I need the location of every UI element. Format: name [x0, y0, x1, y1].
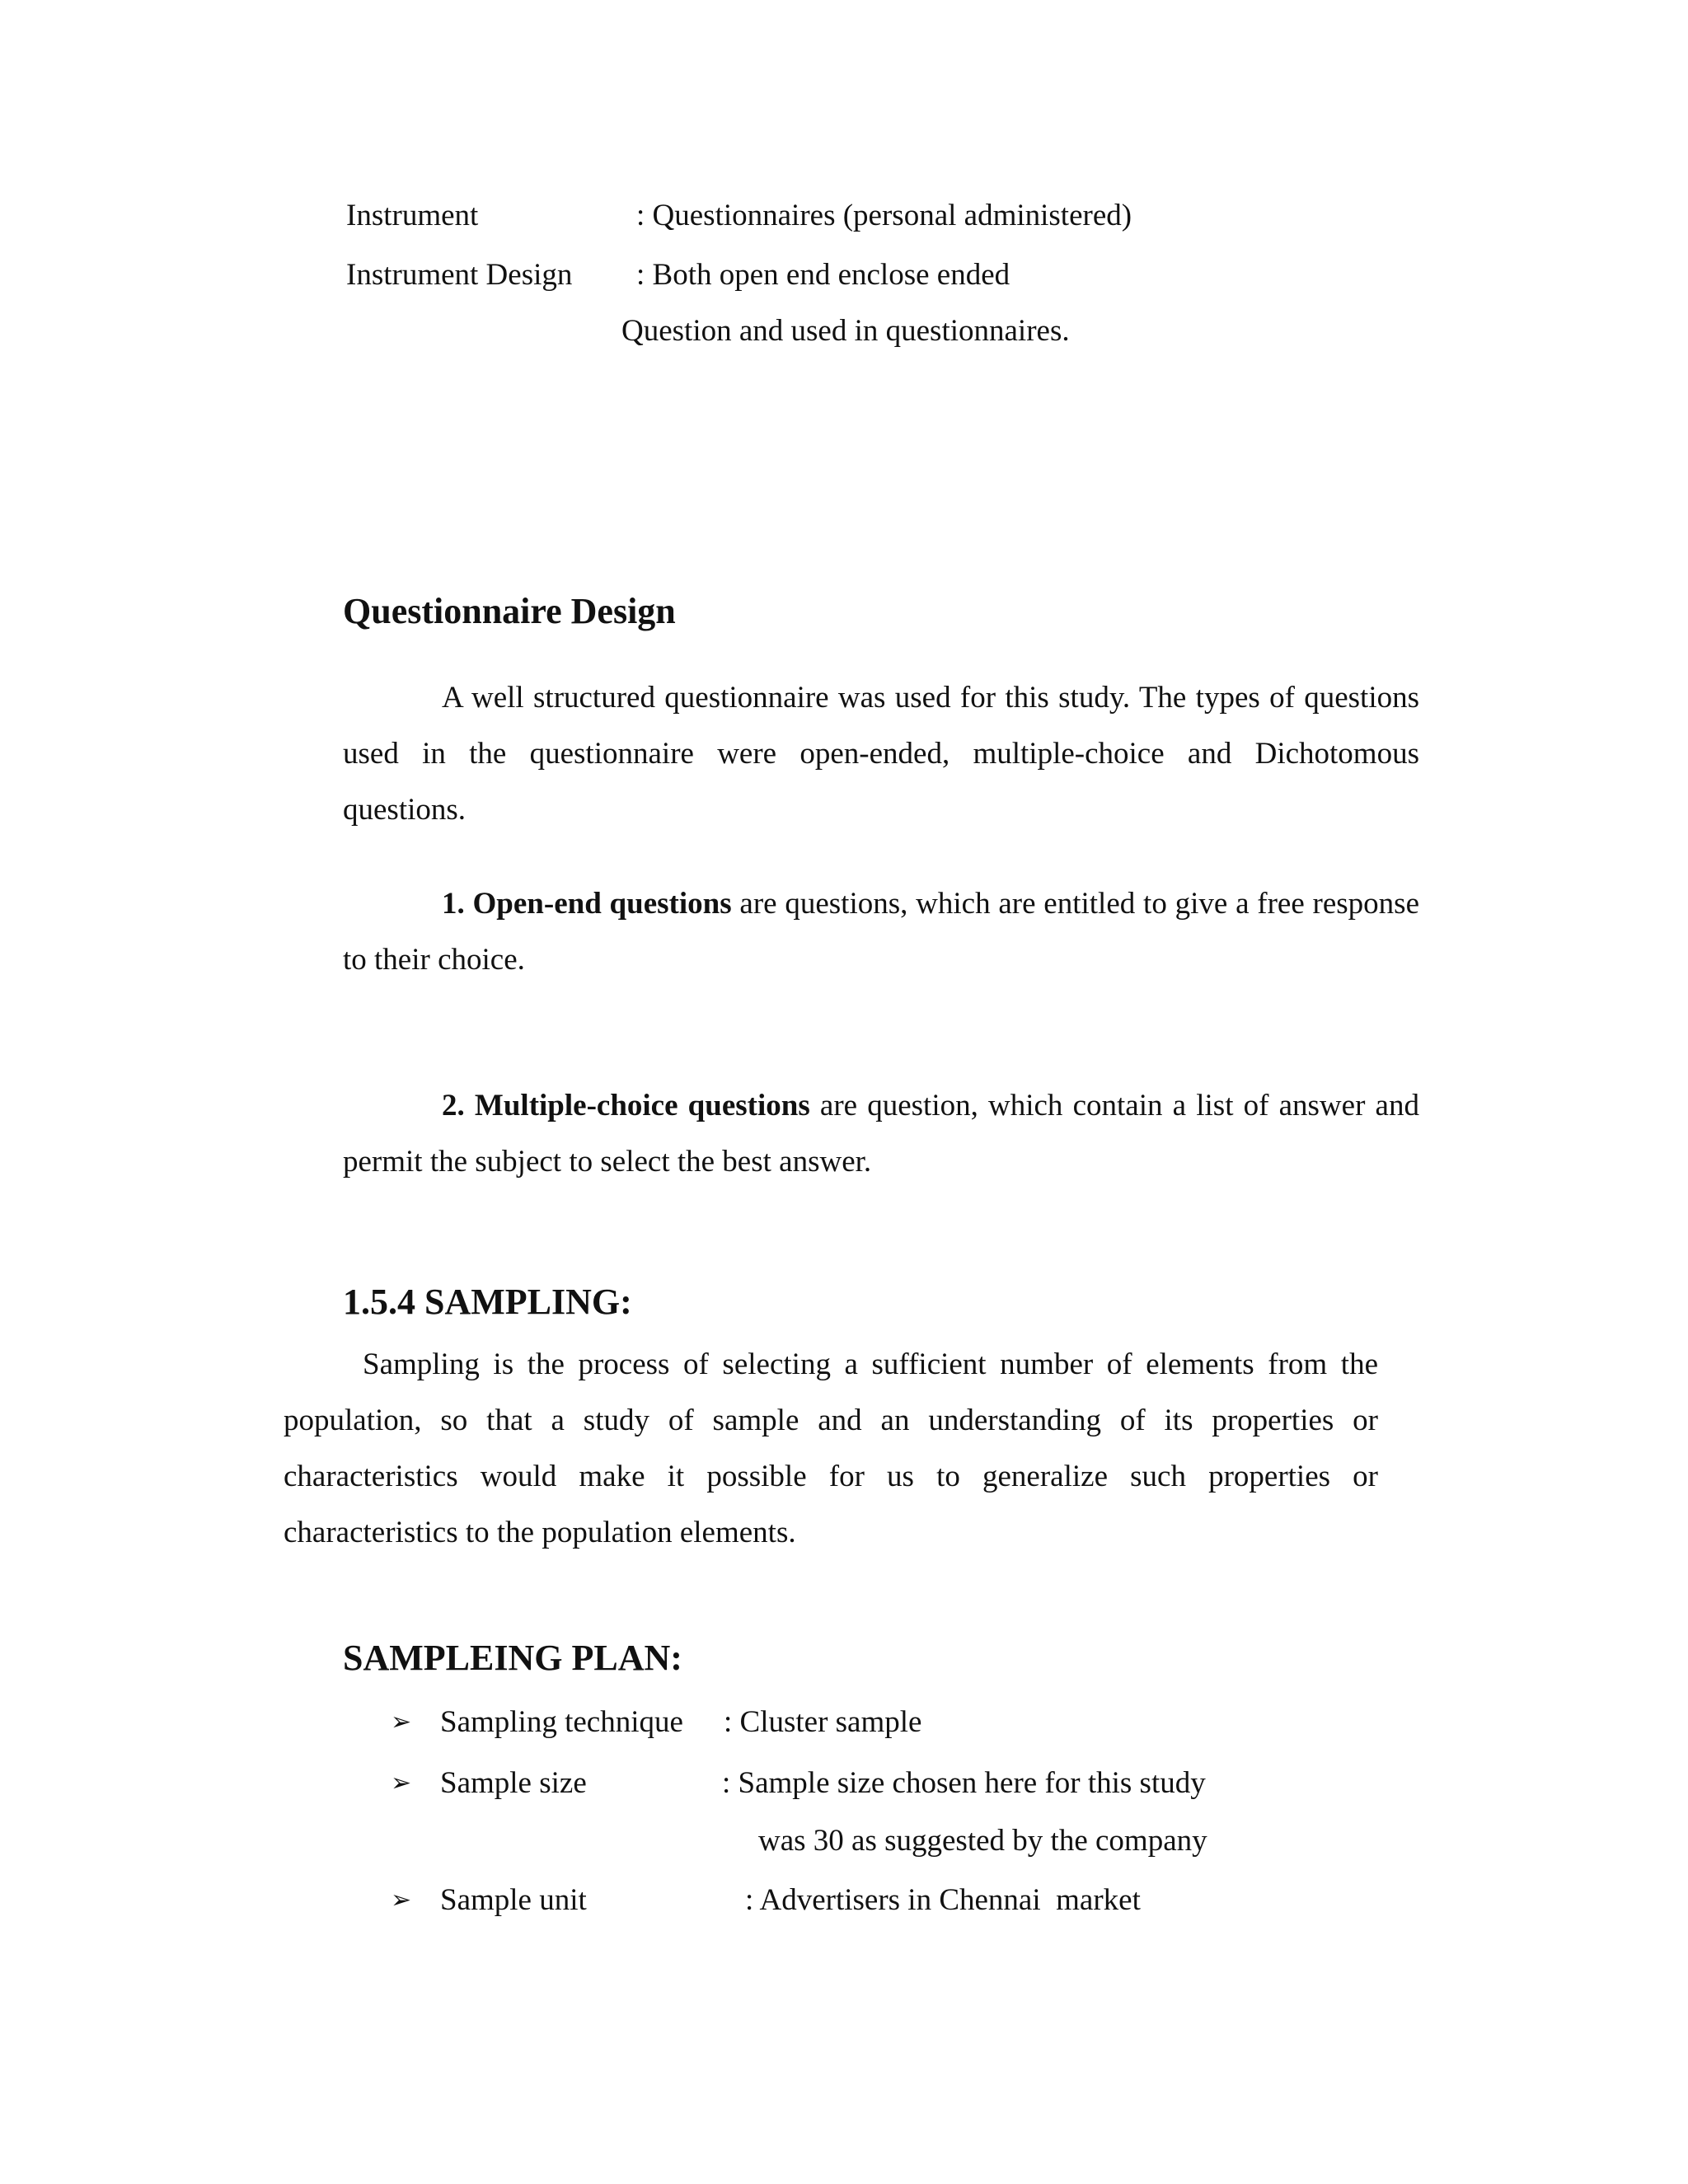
multiple-choice-questions-item [343, 1078, 1419, 1190]
sampling-technique-value: : Cluster sample [724, 1705, 922, 1739]
questionnaire-design-heading: Questionnaire Design [343, 591, 676, 631]
sample-size-value: : Sample size chosen here for this study [722, 1766, 1206, 1800]
sample-size-label: Sample size [440, 1766, 587, 1800]
multiple-choice-questions-text: are question, which contain a list of answer and permit the subject to select the best answer. [343, 1089, 1419, 1179]
arrow-bullet-icon: ➢ [391, 1886, 412, 1915]
instrument-design-value-continued: Question and used in questionnaires. [621, 314, 1070, 348]
instrument-label: Instrument [346, 199, 479, 232]
questionnaire-design-intro: A well structured questionnaire was used for this study. The types of questions used in the questionnaire were open-ended, multiple-choice and Dichotomous questions. [343, 681, 1419, 827]
sample-size-value-continued: was 30 as suggested by the company [758, 1824, 1207, 1858]
sampling-plan-heading: SAMPLEING PLAN: [343, 1638, 682, 1678]
sampling-paragraph: Sampling is the process of selecting a sufficient number of elements from the population, so that a study of sample and an understanding of its properties or characteristics would make it possible for us to generalize such properties or characteristics to the population elements. [284, 1347, 1378, 1549]
open-end-questions-term: 1. Open-end questions [442, 887, 732, 921]
open-end-questions-text: are questions, which are entitled to give a free response to their choice. [343, 887, 1420, 977]
instrument-value: : Questionnaires (personal administered) [636, 199, 1132, 232]
open-end-questions-item [343, 876, 1419, 988]
instrument-design-label: Instrument Design [346, 258, 573, 292]
sample-unit-value: : Advertisers in Chennai market [745, 1883, 1141, 1917]
sample-unit-label: Sample unit [440, 1883, 587, 1917]
sampling-technique-label: Sampling technique [440, 1705, 683, 1739]
multiple-choice-questions-term: 2. Multiple-choice questions [442, 1089, 810, 1122]
arrow-bullet-icon: ➢ [391, 1708, 412, 1736]
arrow-bullet-icon: ➢ [391, 1769, 412, 1797]
sampling-heading: 1.5.4 SAMPLING: [343, 1282, 632, 1322]
instrument-design-value: : Both open end enclose ended [636, 258, 1010, 292]
